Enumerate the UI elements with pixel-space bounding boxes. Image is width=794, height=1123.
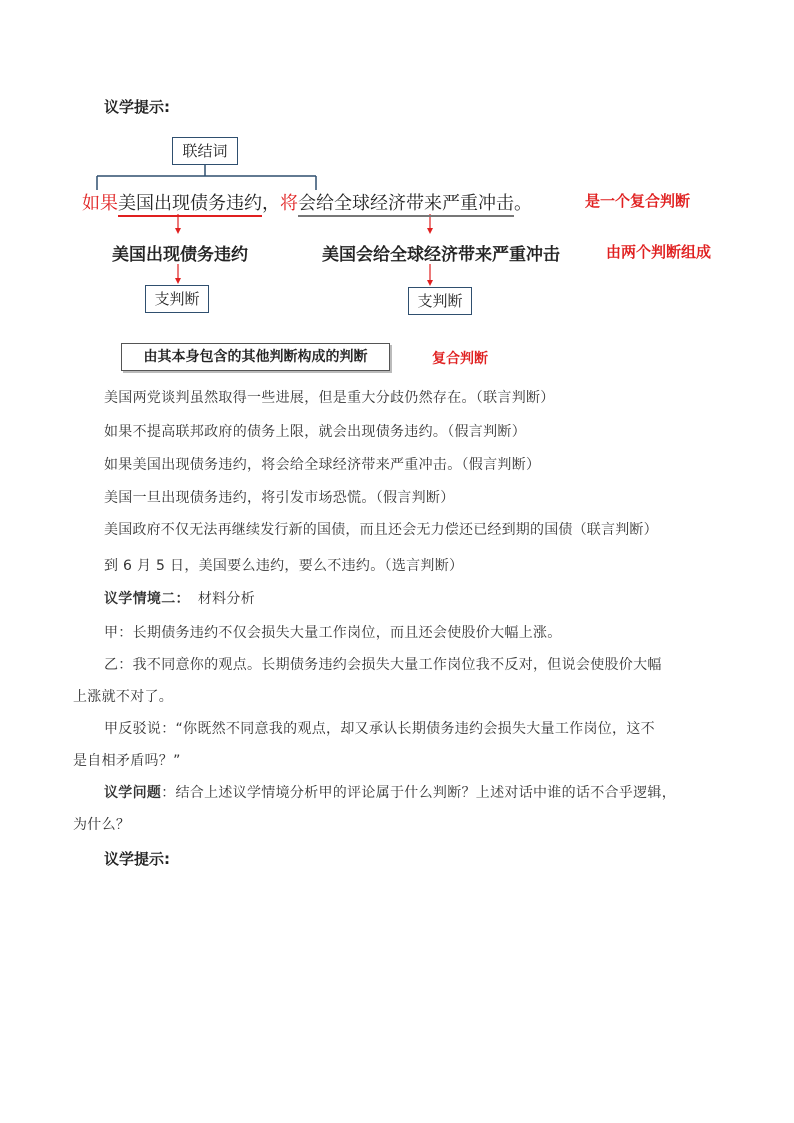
- arrow-right-2-head: [427, 280, 433, 286]
- example-line: 美国一旦出现债务违约，将引发市场恐慌。（假言判断）: [104, 490, 455, 506]
- question-text-1: ：结合上述议学情境分析甲的评论属于什么判断？上述对话中谁的话不合乎逻辑，: [161, 785, 677, 801]
- clause-2: 会给全球经济带来严重冲击: [298, 193, 514, 217]
- dialogue-yi-line-1: 乙：我不同意你的观点。长期债务违约会损失大量工作岗位我不反对，但说会使股价大幅: [104, 657, 662, 673]
- question-line-1: [104, 782, 676, 802]
- connector-box: 联结词: [172, 137, 238, 165]
- example-line: 到 6 月 5 日，美国要么违约，要么不违约。（选言判断）: [104, 558, 464, 574]
- question-label: 议学问题: [104, 785, 162, 801]
- hint-label-top: 议学提示:: [104, 98, 170, 116]
- sub-judgment-box-right: 支判断: [408, 287, 472, 315]
- arrow-left-2-head: [175, 278, 181, 284]
- note-two-judgments: 由两个判断组成: [606, 243, 712, 261]
- situation-2-title: 议学情境二：: [104, 591, 190, 607]
- period: 。: [514, 193, 532, 214]
- example-line: 美国政府不仅无法再继续发行新的国债，而且还会无力偿还已经到期的国债（联言判断）: [104, 522, 658, 538]
- example-line: 如果不提高联邦政府的债务上限，就会出现债务违约。（假言判断）: [104, 424, 526, 440]
- comma: ，: [262, 193, 280, 214]
- if-word: 如果: [82, 193, 118, 214]
- hint-label-bottom: 议学提示:: [104, 850, 170, 868]
- clause-1: 美国出现债务违约: [118, 193, 262, 217]
- sub-judgment-box-left: 支判断: [145, 285, 209, 313]
- arrow-right-1-head: [427, 228, 433, 234]
- dialogue-rebut-line-2: 是自相矛盾吗？”: [73, 753, 181, 769]
- arrow-left-1-head: [175, 228, 181, 234]
- dialogue-yi-line-2: 上涨就不对了。: [73, 689, 174, 705]
- compound-sentence: [82, 189, 532, 215]
- dialogue-jia: 甲：长期债务违约不仅会损失大量工作岗位，而且还会使股价大幅上涨。: [104, 625, 562, 641]
- note-compound: 是一个复合判断: [585, 192, 691, 210]
- question-line-2: 为什么？: [73, 817, 131, 833]
- example-line: 如果美国出现债务违约，将会给全球经济带来严重冲击。（假言判断）: [104, 457, 541, 473]
- definition-box: 由其本身包含的其他判断构成的判断: [121, 343, 390, 371]
- dialogue-rebut-line-1: 甲反驳说：“你既然不同意我的观点，却又承认长期债务违约会损失大量工作岗位，这不: [104, 721, 655, 737]
- situation-2-subtitle: 材料分析: [197, 591, 256, 607]
- will-word: 将: [280, 193, 298, 214]
- diagram-lines: [0, 0, 794, 330]
- definition-arrow-label: 复合判断: [432, 351, 488, 367]
- branch-left: 美国出现债务违约: [112, 245, 248, 265]
- situation-2-heading: [104, 588, 255, 608]
- branch-right: 美国会给全球经济带来严重冲击: [322, 245, 560, 265]
- example-line: 美国两党谈判虽然取得一些进展，但是重大分歧仍然存在。（联言判断）: [104, 390, 555, 406]
